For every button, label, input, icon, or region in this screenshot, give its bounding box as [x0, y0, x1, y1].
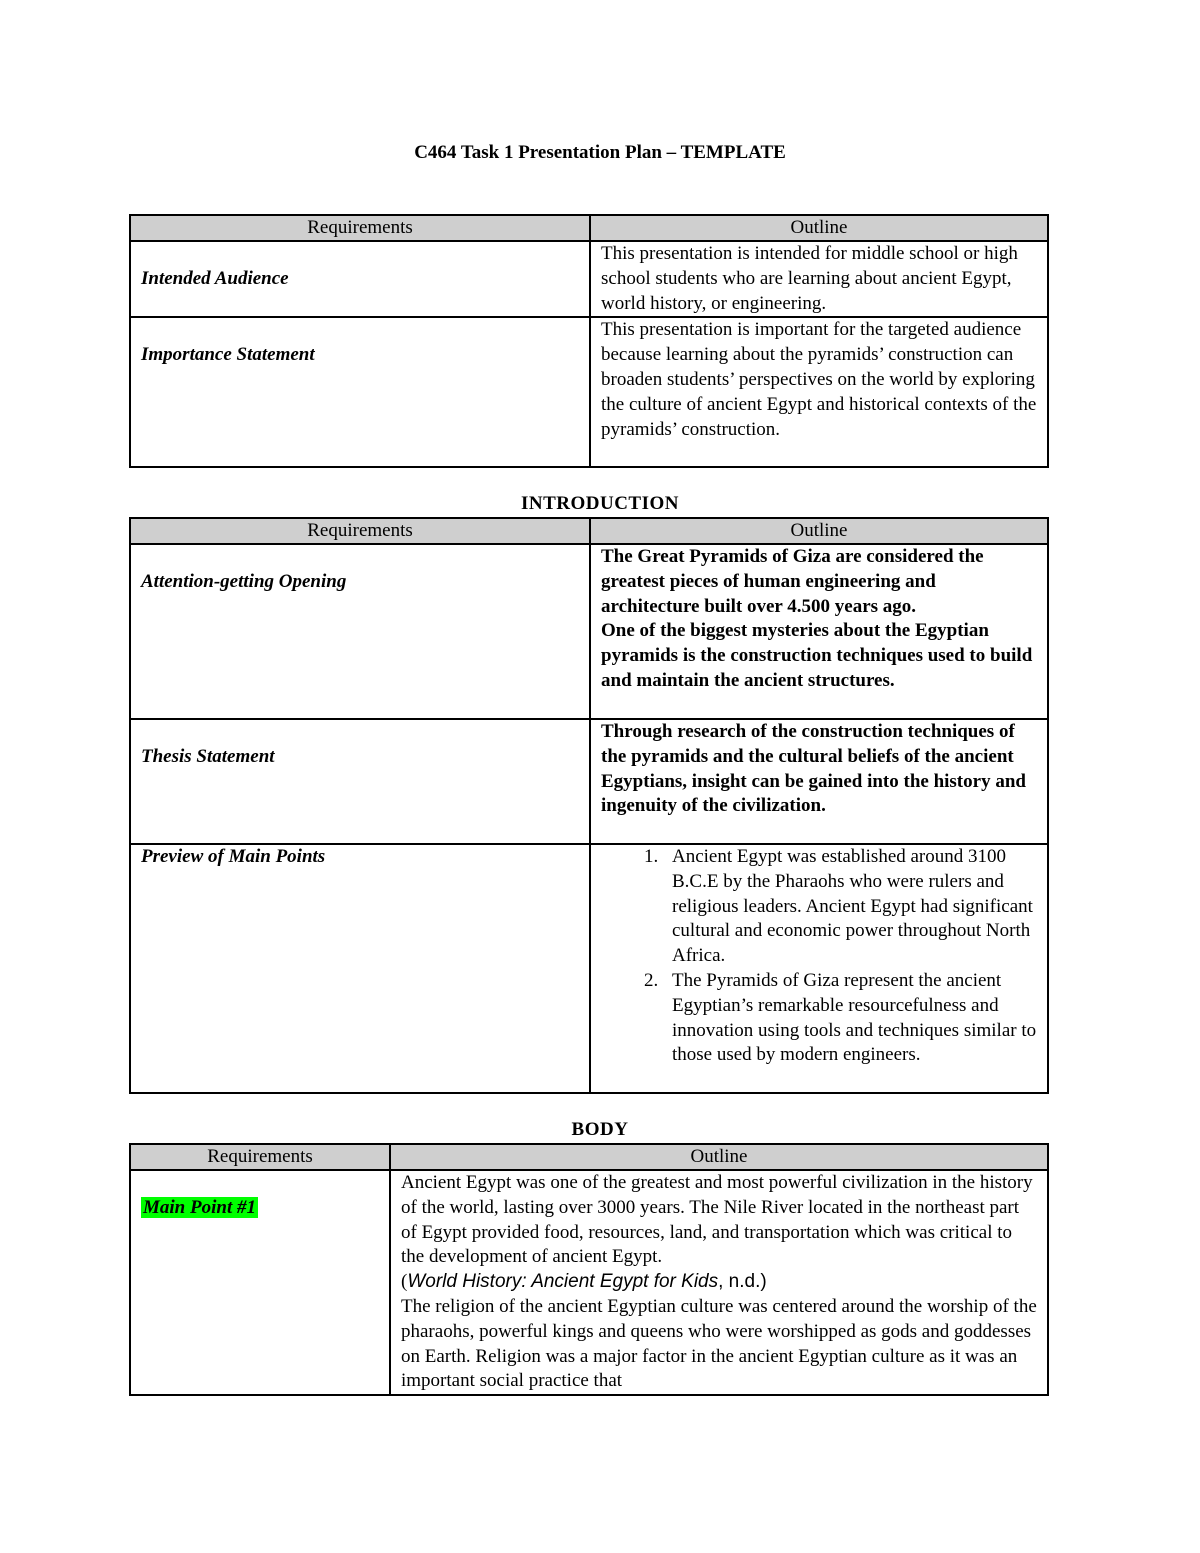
- attention-opening-line-2: One of the biggest mysteries about the Egyptian pyramids is the construction techniques used to build and maintain the ancient structures.: [601, 620, 1033, 691]
- outline-main-point-1: [390, 1170, 1048, 1395]
- requirement-intended-audience: Intended Audience: [130, 241, 590, 317]
- requirement-importance-statement: Importance Statement: [130, 317, 590, 467]
- plan-overview-table: [129, 214, 1049, 468]
- outline-header: Outline: [390, 1144, 1048, 1170]
- outline-header: Outline: [590, 215, 1048, 241]
- main-point-1-citation: [401, 1270, 1037, 1295]
- introduction-heading: INTRODUCTION: [520, 493, 680, 514]
- outline-importance-statement: This presentation is important for the targeted audience because learning about the pyramids’ construction can broaden students’ perspectives on the world by exploring the culture of ancient Egypt and historical contexts of the pyramids’ construction.: [590, 317, 1048, 467]
- requirements-header: Requirements: [130, 1144, 390, 1170]
- main-point-1-paragraph-1: Ancient Egypt was one of the greatest and most powerful civilization in the history of the world, lasting over 3000 years. The Nile River located in the northeast part of Egypt provided food, resources, land, and transportation which was critical to the development of ancient Egypt.: [401, 1172, 1033, 1268]
- preview-points-list: [591, 845, 1037, 1068]
- citation-open-paren: (: [401, 1271, 408, 1293]
- table-row: [130, 544, 1048, 719]
- requirements-header: Requirements: [130, 215, 590, 241]
- table-header-row: [130, 1144, 1048, 1170]
- outline-intended-audience: This presentation is intended for middle school or high school students who are learning about ancient Egypt, world history, or engineering.: [590, 241, 1048, 317]
- body-table: [129, 1143, 1049, 1396]
- outline-thesis-statement: Through research of the construction techniques of the pyramids and the cultural beliefs of the ancient Egyptians, insight can be gained into the history and ingenuity of the civilization.: [590, 719, 1048, 844]
- page-title: C464 Task 1 Presentation Plan – TEMPLATE: [414, 142, 786, 163]
- requirement-preview-main-points: Preview of Main Points: [130, 844, 590, 1093]
- introduction-table: [129, 517, 1049, 1094]
- citation-title: World History: Ancient Egypt for Kids: [407, 1271, 719, 1293]
- outline-header: Outline: [590, 518, 1048, 544]
- outline-preview-main-points: [590, 844, 1048, 1093]
- main-point-1-label: Main Point #1: [143, 1197, 256, 1218]
- list-item: 1. Ancient Egypt was established around 3100 B.C.E by the Pharaohs who were rulers and religious leaders. Ancient Egypt had significant cultural and economic power throughout North Africa.: [663, 845, 1037, 969]
- table-row: [130, 241, 1048, 317]
- table-row: [130, 844, 1048, 1093]
- requirements-header: Requirements: [130, 518, 590, 544]
- attention-opening-line-1: The Great Pyramids of Giza are considered the greatest pieces of human engineering and architecture built over 4.500 years ago.: [601, 546, 984, 617]
- body-heading: BODY: [571, 1119, 629, 1140]
- requirement-main-point-1: [130, 1170, 390, 1395]
- outline-attention-opening: [590, 544, 1048, 719]
- requirement-attention-opening: Attention-getting Opening: [130, 544, 590, 719]
- table-row: [130, 317, 1048, 467]
- table-header-row: [130, 518, 1048, 544]
- table-header-row: [130, 215, 1048, 241]
- main-point-1-paragraph-2: The religion of the ancient Egyptian culture was centered around the worship of the pharaohs, powerful kings and queens who were worshipped as gods and goddesses on Earth. Religion was a major factor in the ancient Egyptian culture as it was an important social practice that: [401, 1295, 1037, 1392]
- requirement-thesis-statement: Thesis Statement: [130, 719, 590, 844]
- list-item: 2. The Pyramids of Giza represent the ancient Egyptian’s remarkable resourcefulness and innovation using tools and techniques similar to those used by modern engineers.: [663, 969, 1037, 1068]
- table-row: [130, 719, 1048, 844]
- citation-rest: , n.d.): [718, 1271, 767, 1293]
- table-row: [130, 1170, 1048, 1395]
